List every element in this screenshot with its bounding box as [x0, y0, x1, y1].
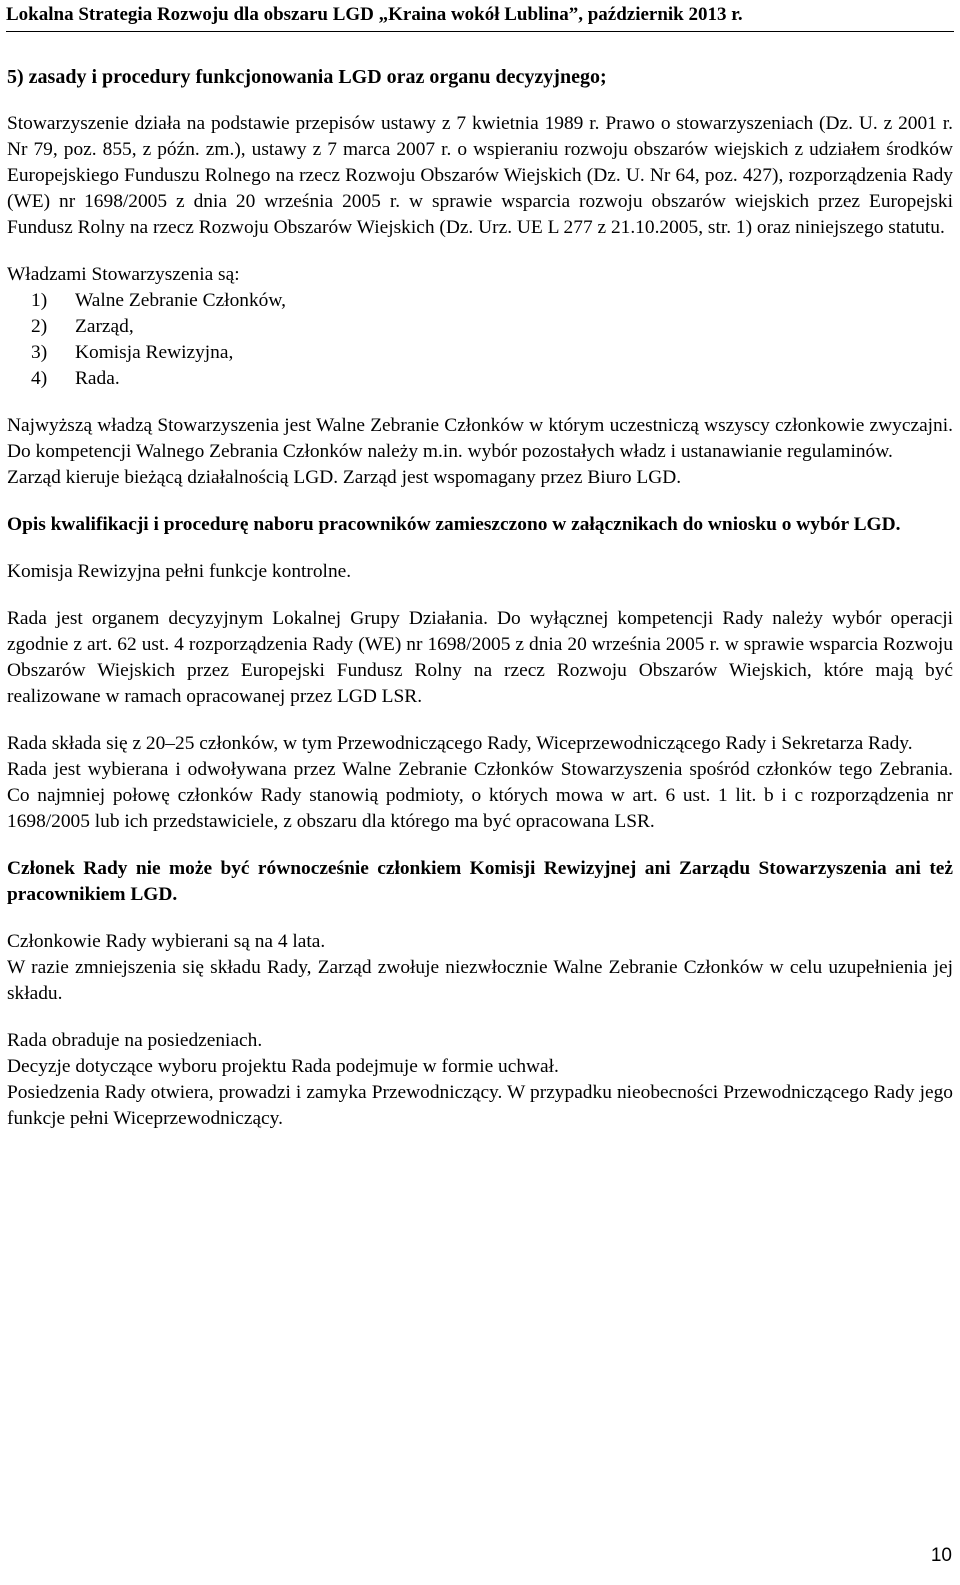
list-item — [7, 366, 953, 392]
section-heading: 5) zasady i procedury funkcjonowania LGD oraz organu decyzyjnego; — [7, 66, 607, 88]
authorities-list — [7, 288, 953, 392]
list-item — [7, 314, 953, 340]
list-item-number: 2) — [31, 316, 48, 337]
paragraph-council-role: Rada jest organem decyzyjnym Lokalnej Grupy Działania. Do wyłącznej kompetencji Rady należy wybór operacji zgodnie z art. 62 ust. 4 rozporządzenia Rady (WE) nr 1698/2005 z dnia 20 września 2005 r. w sprawie wsparcia Rozwoju Obszarów Wiejskich przez Europejski Fundusz Rolny na rzecz Rozwoju Obszarów Wiejskich, które mają być realizowane w ramach opracowanej przez LGD LSR. — [7, 608, 953, 707]
paragraph-board: Zarząd kieruje bieżącą działalnością LGD. Zarząd jest wspomagany przez Biuro LGD. — [7, 467, 682, 488]
page-content — [7, 64, 953, 1132]
page-header: Lokalna Strategia Rozwoju dla obszaru LGD „Kraina wokół Lublina”, październik 2013 r. — [6, 4, 954, 32]
list-item-text: Komisja Rewizyjna, — [75, 342, 234, 363]
page-number: 10 — [930, 1545, 952, 1566]
paragraph-council-composition: Rada składa się z 20–25 członków, w tym Przewodniczącego Rady, Wiceprzewodniczącego Rady i Sekretarza Rady. — [7, 733, 913, 754]
list-item — [7, 288, 953, 314]
list-item-text: Zarząd, — [75, 316, 134, 337]
paragraph-council-meetings: Rada obraduje na posiedzeniach. — [7, 1030, 263, 1051]
paragraph-council-election: Rada jest wybierana i odwoływana przez Walne Zebranie Członków Stowarzyszenia spośród członków tego Zebrania. Co najmniej połowę członków Rady stanowią podmioty, o których mowa w art. 6 ust. 1 lit. b i c rozporządzenia nr 1698/2005 lub ich przedstawiciele, z obszaru dla którego ma być opracowana LSR. — [7, 759, 953, 832]
list-item-number: 3) — [31, 342, 48, 363]
authorities-intro: Władzami Stowarzyszenia są: — [7, 264, 240, 285]
paragraph-audit-committee: Komisja Rewizyjna pełni funkcje kontrolne. — [7, 561, 352, 582]
list-item-number: 4) — [31, 368, 48, 389]
list-item-text: Walne Zebranie Członków, — [75, 290, 286, 311]
list-item — [7, 340, 953, 366]
list-item-number: 1) — [31, 290, 48, 311]
paragraph-council-term: Członkowie Rady wybierani są na 4 lata. — [7, 931, 326, 952]
paragraph-general-assembly: Najwyższą władzą Stowarzyszenia jest Walne Zebranie Członków w którym uczestniczą wszyscy członkowie zwyczajni. Do kompetencji Walnego Zebrania Członków należy m.in. wybór pozostałych władz i ustanawianie regulaminów. — [7, 415, 953, 462]
paragraph-staff-qualifications: Opis kwalifikacji i procedurę naboru pracowników zamieszczono w załącznikach do wniosku o wybór LGD. — [7, 514, 901, 535]
paragraph-council-resolutions: Decyzje dotyczące wyboru projektu Rada podejmuje w formie uchwał. — [7, 1056, 559, 1077]
paragraph-council-incompatibility: Członek Rady nie może być równocześnie członkiem Komisji Rewizyjnej ani Zarządu Stowarzyszenia ani też pracownikiem LGD. — [7, 858, 953, 905]
paragraph-council-supplement: W razie zmniejszenia się składu Rady, Zarząd zwołuje niezwłocznie Walne Zebranie Członków w celu uzupełnienia jej składu. — [7, 957, 953, 1004]
paragraph-legal-basis: Stowarzyszenie działa na podstawie przepisów ustawy z 7 kwietnia 1989 r. Prawo o stowarzyszeniach (Dz. U. z 2001 r. Nr 79, poz. 855, z późn. zm.), ustawy z 7 marca 2007 r. o wspieraniu rozwoju obszarów wiejskich z udziałem środków Europejskiego Funduszu Rolnego na rzecz Rozwoju Obszarów Wiejskich (Dz. U. Nr 64, poz. 427), rozporządzenia Rady (WE) nr 1698/2005 z dnia 20 września 2005 r. w sprawie wsparcia rozwoju obszarów wiejskich przez Europejski Fundusz Rolny na rzecz Rozwoju Obszarów Wiejskich (Dz. Urz. UE L 277 z 21.10.2005, str. 1) oraz niniejszego statutu. — [7, 113, 953, 238]
list-item-text: Rada. — [75, 368, 120, 389]
paragraph-council-chair: Posiedzenia Rady otwiera, prowadzi i zamyka Przewodniczący. W przypadku nieobecności Przewodniczącego Rady jego funkcje pełni Wiceprzewodniczący. — [7, 1082, 953, 1129]
